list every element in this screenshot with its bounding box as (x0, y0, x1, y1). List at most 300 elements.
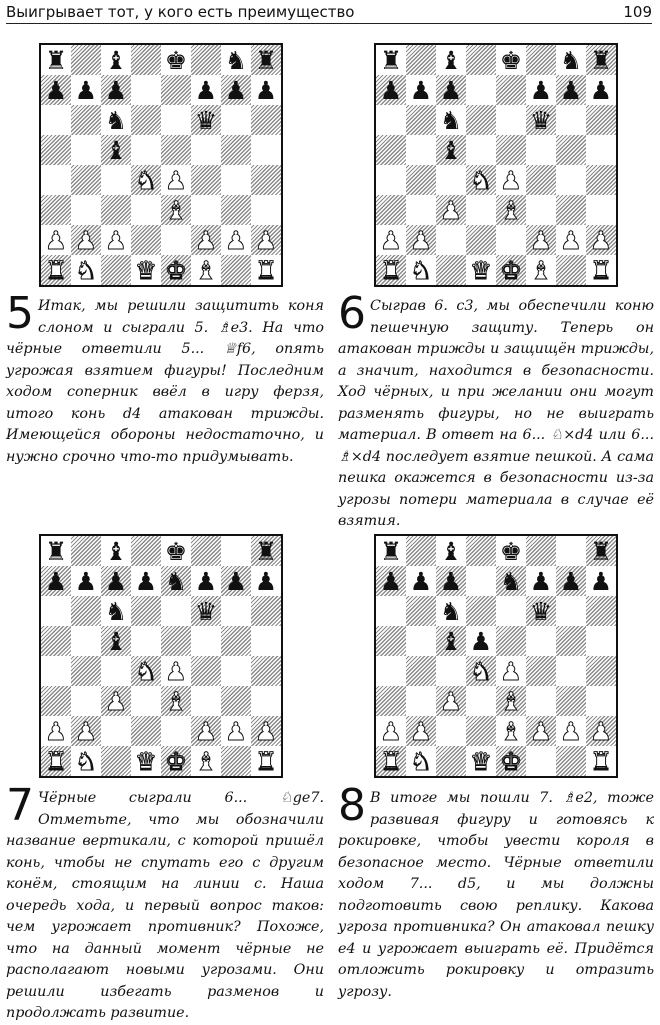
black-pawn-icon: ♟ (254, 75, 278, 105)
board-square (526, 75, 556, 105)
board-square (496, 105, 526, 135)
board-square (71, 135, 101, 165)
board-square (466, 195, 496, 225)
black-knight-icon: ♞ (439, 596, 463, 626)
board-square (496, 135, 526, 165)
board-square (221, 105, 251, 135)
black-bishop-icon: ♝ (104, 536, 128, 566)
board-square (71, 195, 101, 225)
black-queen-icon: ♛ (194, 596, 218, 626)
white-pawn-icon: ♟ (194, 716, 218, 746)
board-square (251, 746, 281, 776)
board-square (376, 566, 406, 596)
board-square (101, 45, 131, 75)
black-pawn-icon: ♟ (224, 75, 248, 105)
caption-text: В итоге мы пошли 7. ♗e2, тоже развивая фигуру и готовясь к рокировке, чтобы увести короля в безопасное место. Чёрные ответили ходом 7... d5, и мы должны подготовить свою реплику. Какова угроза противника? Он атаковал пешку e4 и угрожает выиграть её. Придётся отложить рокировку и отразить угрозу. (338, 790, 654, 1000)
board-square (71, 746, 101, 776)
board-square (161, 75, 191, 105)
board-square (161, 225, 191, 255)
board-square (131, 716, 161, 746)
board-square (406, 596, 436, 626)
black-pawn-icon: ♟ (589, 566, 613, 596)
white-king-icon: ♚ (164, 255, 188, 285)
black-knight-icon: ♞ (499, 566, 523, 596)
board-square (71, 255, 101, 285)
board-square (436, 686, 466, 716)
black-pawn-icon: ♟ (134, 566, 158, 596)
board-square (466, 255, 496, 285)
white-bishop-icon: ♝ (194, 255, 218, 285)
board-square (131, 746, 161, 776)
board-square (131, 75, 161, 105)
black-pawn-icon: ♟ (104, 75, 128, 105)
diagram-number: 8 (338, 780, 366, 831)
board-square (41, 626, 71, 656)
white-queen-icon: ♛ (134, 746, 158, 776)
white-bishop-icon: ♝ (529, 255, 553, 285)
board-square (101, 105, 131, 135)
board-square (436, 165, 466, 195)
board-square (131, 596, 161, 626)
board-square (41, 165, 71, 195)
board-square (71, 686, 101, 716)
board-square (526, 656, 556, 686)
board-square (406, 716, 436, 746)
caption-5 (6, 288, 324, 468)
board-square (161, 255, 191, 285)
white-pawn-icon: ♟ (44, 225, 68, 255)
board-square (101, 165, 131, 195)
board-square (556, 255, 586, 285)
diagram-number: 6 (338, 288, 366, 339)
board-square (41, 105, 71, 135)
black-queen-icon: ♛ (529, 596, 553, 626)
white-queen-icon: ♛ (469, 255, 493, 285)
white-pawn-icon: ♟ (224, 716, 248, 746)
board-square (161, 195, 191, 225)
black-rook-icon: ♜ (589, 45, 613, 75)
white-king-icon: ♚ (499, 255, 523, 285)
header-title: Выигрывает тот, у кого есть преимущество (6, 3, 355, 21)
board-square (161, 165, 191, 195)
board-square (376, 225, 406, 255)
board-square (466, 746, 496, 776)
white-bishop-icon: ♝ (164, 686, 188, 716)
board-square (191, 195, 221, 225)
board-square (436, 255, 466, 285)
black-pawn-icon: ♟ (44, 75, 68, 105)
board-square (221, 75, 251, 105)
board-square (41, 746, 71, 776)
board-square (131, 536, 161, 566)
board-square (586, 626, 616, 656)
board-square (191, 165, 221, 195)
board-square (131, 626, 161, 656)
black-pawn-icon: ♟ (379, 75, 403, 105)
board-square (101, 686, 131, 716)
caption-8 (338, 780, 654, 1003)
running-header (6, 0, 652, 24)
black-knight-icon: ♞ (559, 45, 583, 75)
board-square (496, 255, 526, 285)
board-square (221, 746, 251, 776)
board-square (526, 225, 556, 255)
board-square (131, 195, 161, 225)
board-square (191, 135, 221, 165)
board-square (376, 686, 406, 716)
board-square (131, 105, 161, 135)
board-square (586, 135, 616, 165)
white-pawn-icon: ♟ (409, 716, 433, 746)
black-rook-icon: ♜ (44, 536, 68, 566)
white-knight-icon: ♞ (134, 165, 158, 195)
white-rook-icon: ♜ (589, 255, 613, 285)
board-square (131, 686, 161, 716)
board-square (101, 225, 131, 255)
board-square (496, 596, 526, 626)
board-square (436, 45, 466, 75)
board-square (466, 135, 496, 165)
board-square (376, 165, 406, 195)
board-square (376, 75, 406, 105)
board-square (436, 75, 466, 105)
white-bishop-icon: ♝ (499, 686, 523, 716)
board-square (496, 746, 526, 776)
board-square (221, 656, 251, 686)
board-square (556, 746, 586, 776)
board-square (376, 656, 406, 686)
black-king-icon: ♚ (499, 45, 523, 75)
board-square (406, 746, 436, 776)
black-rook-icon: ♜ (379, 45, 403, 75)
white-pawn-icon: ♟ (589, 716, 613, 746)
white-pawn-icon: ♟ (529, 716, 553, 746)
diagram-number: 5 (6, 288, 34, 339)
board-square (556, 716, 586, 746)
board-square (496, 165, 526, 195)
white-bishop-icon: ♝ (499, 195, 523, 225)
board-square (586, 716, 616, 746)
board-square (376, 105, 406, 135)
white-pawn-icon: ♟ (409, 225, 433, 255)
board-square (71, 656, 101, 686)
white-bishop-icon: ♝ (164, 195, 188, 225)
board-square (221, 45, 251, 75)
white-pawn-icon: ♟ (559, 716, 583, 746)
board-square (526, 716, 556, 746)
white-king-icon: ♚ (499, 746, 523, 776)
black-rook-icon: ♜ (589, 536, 613, 566)
board-square (221, 255, 251, 285)
board-square (191, 75, 221, 105)
board-square (191, 656, 221, 686)
black-bishop-icon: ♝ (439, 45, 463, 75)
black-rook-icon: ♜ (379, 536, 403, 566)
board-square (221, 716, 251, 746)
board-square (161, 746, 191, 776)
black-pawn-icon: ♟ (379, 566, 403, 596)
board-square (466, 45, 496, 75)
board-square (436, 596, 466, 626)
board-square (526, 746, 556, 776)
board-square (556, 566, 586, 596)
board-square (436, 626, 466, 656)
board-square (161, 135, 191, 165)
board-square (466, 626, 496, 656)
board-square (586, 746, 616, 776)
board-square (556, 656, 586, 686)
white-knight-icon: ♞ (74, 255, 98, 285)
white-pawn-icon: ♟ (104, 686, 128, 716)
caption-6 (338, 288, 654, 533)
board-square (191, 686, 221, 716)
white-king-icon: ♚ (164, 746, 188, 776)
board-square (586, 596, 616, 626)
board-square (406, 135, 436, 165)
white-queen-icon: ♛ (134, 255, 158, 285)
board-square (191, 566, 221, 596)
board-square (221, 225, 251, 255)
board-square (161, 566, 191, 596)
white-rook-icon: ♜ (254, 255, 278, 285)
board-square (41, 566, 71, 596)
black-pawn-icon: ♟ (44, 566, 68, 596)
black-pawn-icon: ♟ (74, 566, 98, 596)
board-square (526, 195, 556, 225)
black-pawn-icon: ♟ (254, 566, 278, 596)
white-pawn-icon: ♟ (379, 716, 403, 746)
board-square (131, 566, 161, 596)
board-square (71, 566, 101, 596)
white-bishop-icon: ♝ (194, 746, 218, 776)
black-rook-icon: ♜ (254, 536, 278, 566)
board-square (376, 746, 406, 776)
white-knight-icon: ♞ (134, 656, 158, 686)
white-knight-icon: ♞ (74, 746, 98, 776)
board-square (101, 536, 131, 566)
white-knight-icon: ♞ (469, 165, 493, 195)
board-square (221, 596, 251, 626)
white-rook-icon: ♜ (254, 746, 278, 776)
white-pawn-icon: ♟ (439, 195, 463, 225)
board-square (161, 536, 191, 566)
white-knight-icon: ♞ (409, 746, 433, 776)
black-bishop-icon: ♝ (439, 536, 463, 566)
board-square (191, 536, 221, 566)
board-square (406, 165, 436, 195)
board-square (556, 165, 586, 195)
board-square (161, 686, 191, 716)
board-square (161, 45, 191, 75)
chess-diagram-6 (374, 43, 618, 287)
board-square (466, 536, 496, 566)
board-square (101, 255, 131, 285)
board-square (101, 626, 131, 656)
board-square (526, 686, 556, 716)
black-bishop-icon: ♝ (439, 626, 463, 656)
board-square (556, 135, 586, 165)
board-square (41, 255, 71, 285)
board-square (436, 225, 466, 255)
black-pawn-icon: ♟ (409, 566, 433, 596)
board-square (101, 566, 131, 596)
board-square (496, 566, 526, 596)
board-square (376, 626, 406, 656)
board-square (466, 566, 496, 596)
board-square (436, 105, 466, 135)
board-square (526, 135, 556, 165)
board-square (376, 135, 406, 165)
caption-text: Итак, мы решили защитить коня слоном и сыграли 5. ♗e3. На что чёрные ответили 5... ♕f6, опять угрожая взятием фигуры! Последним ходом соперник ввёл в игру ферзя, итого конь d4 атакован трижды. Имеющейся обороны недостаточно, и нужно срочно что-то придумывать. (6, 298, 324, 465)
board-square (221, 165, 251, 195)
caption-7 (6, 780, 324, 1025)
black-queen-icon: ♛ (194, 105, 218, 135)
black-pawn-icon: ♟ (439, 566, 463, 596)
black-king-icon: ♚ (164, 45, 188, 75)
board-square (526, 255, 556, 285)
board-square (71, 225, 101, 255)
board-square (191, 626, 221, 656)
white-pawn-icon: ♟ (194, 225, 218, 255)
board-square (496, 716, 526, 746)
board-square (586, 75, 616, 105)
board-square (496, 686, 526, 716)
board-square (436, 716, 466, 746)
board-square (41, 596, 71, 626)
board-square (71, 165, 101, 195)
board-square (376, 536, 406, 566)
white-pawn-icon: ♟ (254, 225, 278, 255)
board-square (586, 195, 616, 225)
chess-diagram-7 (39, 534, 283, 778)
board-square (191, 596, 221, 626)
board-square (466, 75, 496, 105)
board-square (221, 135, 251, 165)
board-square (251, 536, 281, 566)
white-pawn-icon: ♟ (439, 686, 463, 716)
board-square (41, 536, 71, 566)
board-square (466, 225, 496, 255)
board-square (101, 135, 131, 165)
board-square (131, 225, 161, 255)
board-square (556, 225, 586, 255)
white-pawn-icon: ♟ (224, 225, 248, 255)
black-rook-icon: ♜ (44, 45, 68, 75)
board-square (376, 255, 406, 285)
board-square (586, 656, 616, 686)
board-square (526, 566, 556, 596)
board-square (41, 716, 71, 746)
black-knight-icon: ♞ (164, 566, 188, 596)
board-square (466, 656, 496, 686)
board-square (526, 45, 556, 75)
board-square (406, 656, 436, 686)
board-square (71, 105, 101, 135)
board-square (161, 596, 191, 626)
board-square (161, 716, 191, 746)
board-square (221, 195, 251, 225)
board-square (556, 195, 586, 225)
white-rook-icon: ♜ (589, 746, 613, 776)
board-square (556, 105, 586, 135)
board-square (251, 195, 281, 225)
board-square (251, 165, 281, 195)
board-square (406, 626, 436, 656)
board-square (406, 536, 436, 566)
black-bishop-icon: ♝ (104, 626, 128, 656)
board-square (251, 75, 281, 105)
board-square (586, 686, 616, 716)
board-square (406, 686, 436, 716)
chess-diagram-8 (374, 534, 618, 778)
board-square (41, 135, 71, 165)
white-knight-icon: ♞ (469, 656, 493, 686)
board-square (251, 686, 281, 716)
board-square (131, 165, 161, 195)
caption-text: Сыграв 6. c3, мы обеспечили коню пешечную защиту. Теперь он атакован трижды и защищён трижды, а значит, находится в безопасности. Ход чёрных, и при желании они могут разменять фигуры, но не выиграть материал. В ответ на 6... ♘×d4 или 6... ♗×d4 последует взятие пешкой. А сама пешка окажется в безопасности из-за угрозы потери материала в случае её взятия. (338, 298, 654, 529)
board-square (376, 596, 406, 626)
board-square (251, 566, 281, 596)
board-square (526, 105, 556, 135)
page-number: 109 (623, 3, 652, 21)
board-square (221, 536, 251, 566)
board-square (131, 45, 161, 75)
board-square (101, 195, 131, 225)
black-pawn-icon: ♟ (194, 566, 218, 596)
board-square (101, 596, 131, 626)
board-square (191, 45, 221, 75)
board-square (191, 255, 221, 285)
board-square (251, 225, 281, 255)
board-square (71, 716, 101, 746)
black-pawn-icon: ♟ (559, 566, 583, 596)
black-pawn-icon: ♟ (409, 75, 433, 105)
board-square (556, 686, 586, 716)
board-square (191, 716, 221, 746)
board-square (406, 225, 436, 255)
board-square (251, 105, 281, 135)
board-square (406, 105, 436, 135)
board-square (586, 225, 616, 255)
board-square (71, 75, 101, 105)
board-square (191, 225, 221, 255)
white-rook-icon: ♜ (44, 255, 68, 285)
black-knight-icon: ♞ (104, 596, 128, 626)
white-pawn-icon: ♟ (254, 716, 278, 746)
board-square (406, 45, 436, 75)
board-square (586, 165, 616, 195)
board-square (41, 225, 71, 255)
board-square (436, 195, 466, 225)
board-square (526, 165, 556, 195)
diagram-number: 7 (6, 780, 34, 831)
white-knight-icon: ♞ (409, 255, 433, 285)
board-square (71, 45, 101, 75)
board-square (41, 686, 71, 716)
white-pawn-icon: ♟ (499, 656, 523, 686)
white-bishop-icon: ♝ (499, 716, 523, 746)
board-square (556, 626, 586, 656)
board-square (71, 536, 101, 566)
white-rook-icon: ♜ (379, 746, 403, 776)
board-square (436, 656, 466, 686)
white-queen-icon: ♛ (469, 746, 493, 776)
board-square (436, 536, 466, 566)
black-knight-icon: ♞ (104, 105, 128, 135)
white-pawn-icon: ♟ (164, 165, 188, 195)
board-square (41, 75, 71, 105)
board-square (71, 626, 101, 656)
